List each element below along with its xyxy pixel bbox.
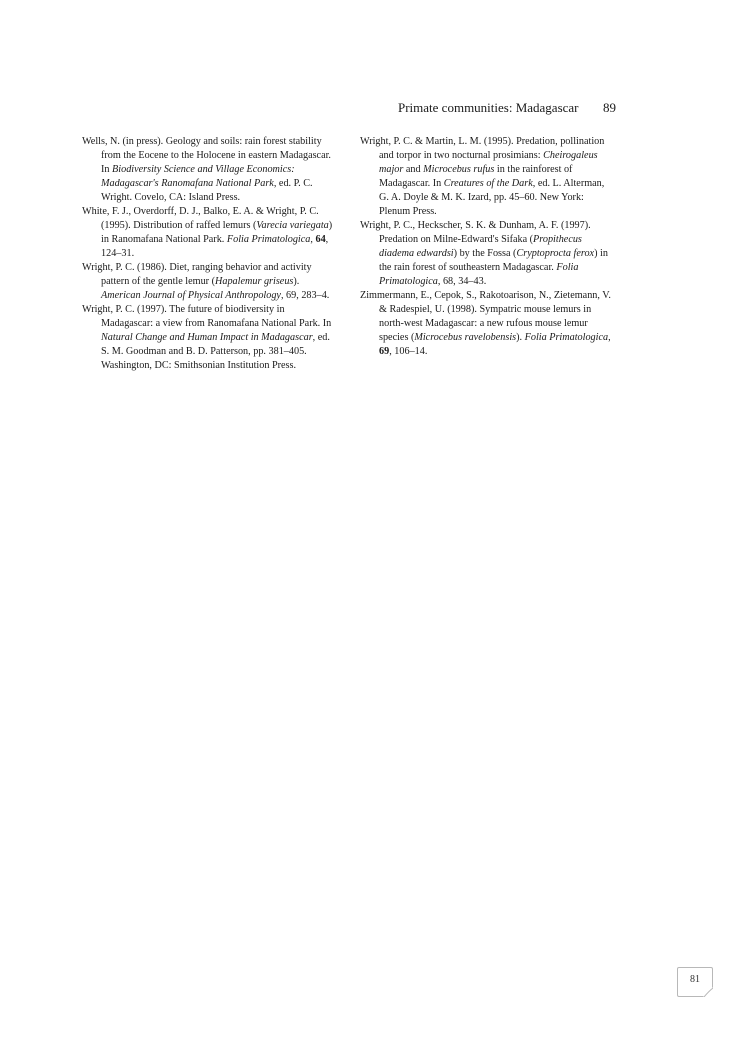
reference-text: ). xyxy=(516,332,525,343)
reference-text: in the rainforest of Madagascar. In xyxy=(379,164,573,189)
italic-text: Hapalemur griseus xyxy=(215,276,294,287)
reference-text: Wells, N. (in press). Geology and soils: rain forest stability from the Eocene to the Holocene in eastern Madagascar. In xyxy=(82,136,331,175)
reference-text: Wright, P. C., Heckscher, S. K. & Dunham, A. F. (1997). Predation on Milne-Edward's Sifaka ( xyxy=(360,220,591,245)
italic-text: American Journal of Physical Anthropology xyxy=(101,290,281,301)
reference-text: ). xyxy=(293,276,300,287)
italic-text: Folia Primatologica xyxy=(524,332,609,343)
italic-text: Varecia variegata xyxy=(256,220,329,231)
reference-text: Wright, P. C. (1997). The future of biodiversity in Madagascar: a view from Ranomafana National Park. In xyxy=(82,304,332,329)
reference-text: , xyxy=(608,332,611,343)
italic-text: Cryptoprocta ferox xyxy=(516,248,595,259)
reference-text: , ed. S. M. Goodman and B. D. Patterson, pp. 381–405. Washington, DC: Smithsonian Institution Press. xyxy=(101,332,330,371)
reference-text: , 124–31. xyxy=(101,234,329,259)
reference-text: ) in Ranomafana National Park. xyxy=(101,220,333,245)
page-number: 89 xyxy=(603,100,616,115)
reference-entry xyxy=(82,135,338,205)
running-title: Primate communities: Madagascar xyxy=(398,100,579,115)
reference-text: , ed. L. Alterman, G. A. Doyle & M. K. Izard, pp. 45–60. New York: Plenum Press. xyxy=(379,178,605,217)
page-curl-icon xyxy=(703,987,713,997)
italic-text: Creatures of the Dark xyxy=(443,178,533,189)
italic-text: Folia Primatologica xyxy=(226,234,311,245)
reference-entry xyxy=(360,135,616,219)
bold-text: 69 xyxy=(379,346,390,357)
reference-entry xyxy=(360,289,616,359)
reference-text: , 68, 34–43. xyxy=(437,276,487,287)
italic-text: Propithecus diadema edwardsi xyxy=(379,234,582,259)
reference-text: Wright, P. C. (1986). Diet, ranging behavior and activity pattern of the gentle lemur ( xyxy=(82,262,312,287)
reference-text: Zimmermann, E., Cepok, S., Rakotoarison, N., Zietemann, V. & Radespiel, U. (1998). Sympatric mouse lemurs in north-west Madagascar: a new rufous mouse lemur species ( xyxy=(360,290,611,343)
reference-text: , ed. P. C. Wright. Covelo, CA: Island Press. xyxy=(101,178,313,203)
reference-entry xyxy=(82,205,338,261)
reference-text: ) by the Fossa ( xyxy=(453,248,517,259)
reference-text: White, F. J., Overdorff, D. J., Balko, E. A. & Wright, P. C. (1995). Distribution of raffed lemurs ( xyxy=(82,206,319,231)
reference-text: , 69, 283–4. xyxy=(280,290,330,301)
italic-text: Cheirogaleus major xyxy=(379,150,598,175)
folio-number: 81 xyxy=(690,974,700,985)
folio-box xyxy=(677,967,713,997)
reference-entry xyxy=(82,261,338,303)
reference-text: , 106–14. xyxy=(389,346,428,357)
italic-text: Microcebus ravelobensis xyxy=(414,332,517,343)
reference-column-left xyxy=(82,135,338,373)
italic-text: Natural Change and Human Impact in Madagascar xyxy=(101,332,313,343)
reference-entry xyxy=(360,219,616,289)
bold-text: 64 xyxy=(315,234,326,245)
reference-text: ) in the rain forest of southeastern Madagascar. xyxy=(379,248,608,273)
italic-text: Biodiversity Science and Village Economics: Madagascar's Ranomafana National Park xyxy=(101,164,295,189)
italic-text: Folia Primatologica xyxy=(379,262,579,287)
reference-column-right xyxy=(360,135,616,359)
reference-entry xyxy=(82,303,338,373)
reference-text: and xyxy=(403,164,424,175)
reference-text: Wright, P. C. & Martin, L. M. (1995). Predation, pollination and torpor in two nocturnal prosimians: xyxy=(360,136,605,161)
italic-text: Microcebus rufus xyxy=(423,164,495,175)
reference-text: , xyxy=(310,234,316,245)
